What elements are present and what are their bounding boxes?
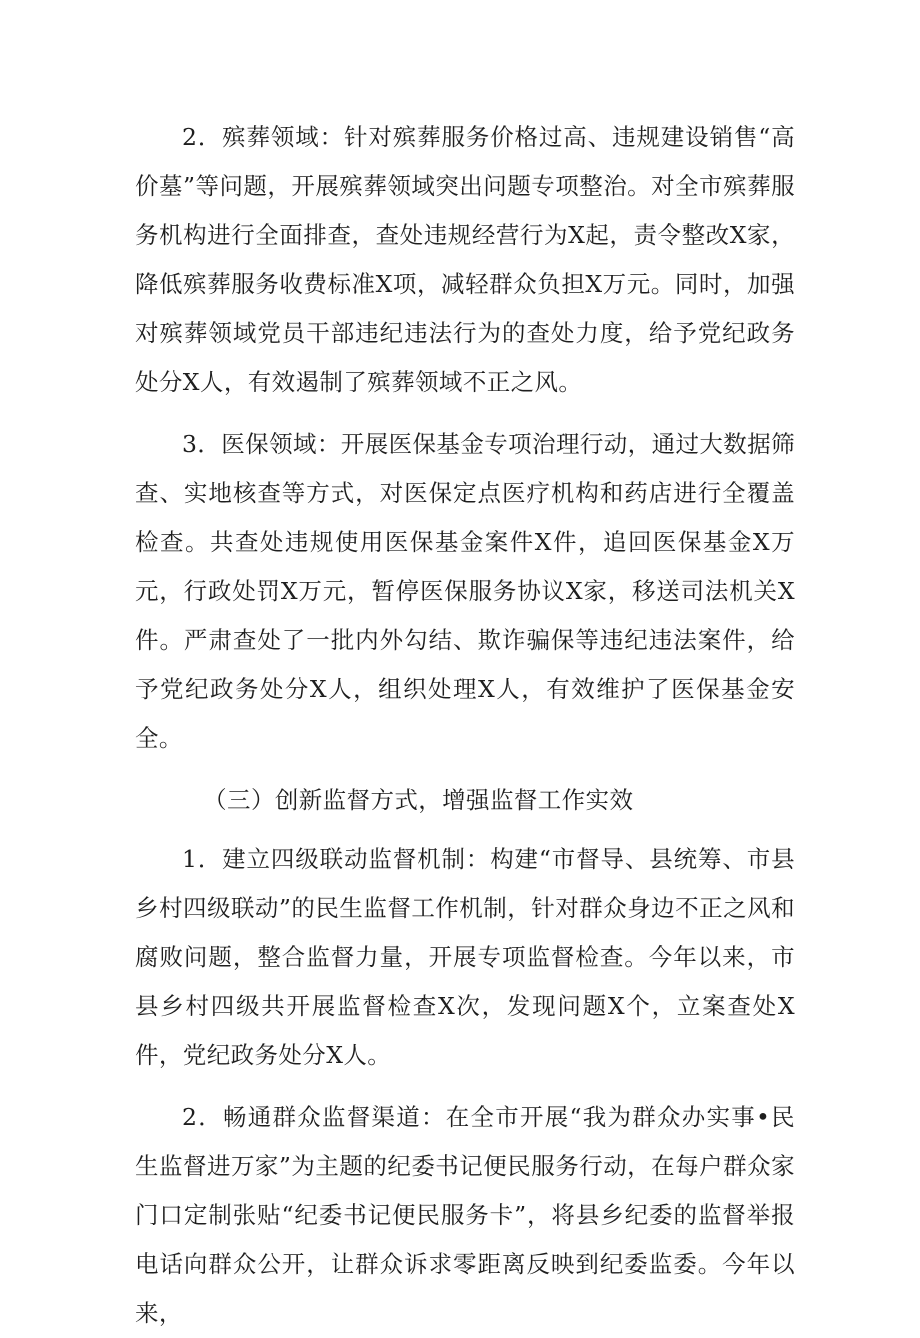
paragraph-medical-insurance-sector: 3．医保领域：开展医保基金专项治理行动，通过大数据筛查、实地核查等方式，对医保定点医疗机构和药店进行全覆盖检查。共查处违规使用医保基金案件X件，追回医保基金X万元，行政处罚X万元，暂停医保服务协议X家，移送司法机关X件。严肃查处了一批内外勾结、欺诈骗保等违纪违法案件，给予党纪政务处分X人，组织处理X人，有效维护了医保基金安全。 [135,430,795,752]
document-body [135,113,795,1338]
paragraph-funeral-sector: 2．殡葬领域：针对殡葬服务价格过高、违规建设销售“高价墓”等问题，开展殡葬领域突出问题专项整治。对全市殡葬服务机构进行全面排查，查处违规经营行为X起，责令整改X家，降低殡葬服务收费标准X项，减轻群众负担X万元。同时，加强对殡葬领域党员干部违纪违法行为的查处力度，给予党纪政务处分X人，有效遏制了殡葬领域不正之风。 [135,123,795,396]
paragraph-supervision-channels: 2．畅通群众监督渠道：在全市开展“我为群众办实事•民生监督进万家”为主题的纪委书记便民服务行动，在每户群众家门口定制张贴“纪委书记便民服务卡”，将县乡纪委的监督举报电话向群众公开，让群众诉求零距离反映到纪委监委。今年以来， [135,1103,795,1327]
paragraph-four-level-mechanism: 1．建立四级联动监督机制：构建“市督导、县统筹、市县乡村四级联动”的民生监督工作机制，针对群众身边不正之风和腐败问题，整合监督力量，开展专项监督检查。今年以来，市县乡村四级共开展监督检查X次，发现问题X个，立案查处X件，党纪政务处分X人。 [135,845,795,1069]
section-heading: （三）创新监督方式，增强监督工作实效 [203,786,634,814]
